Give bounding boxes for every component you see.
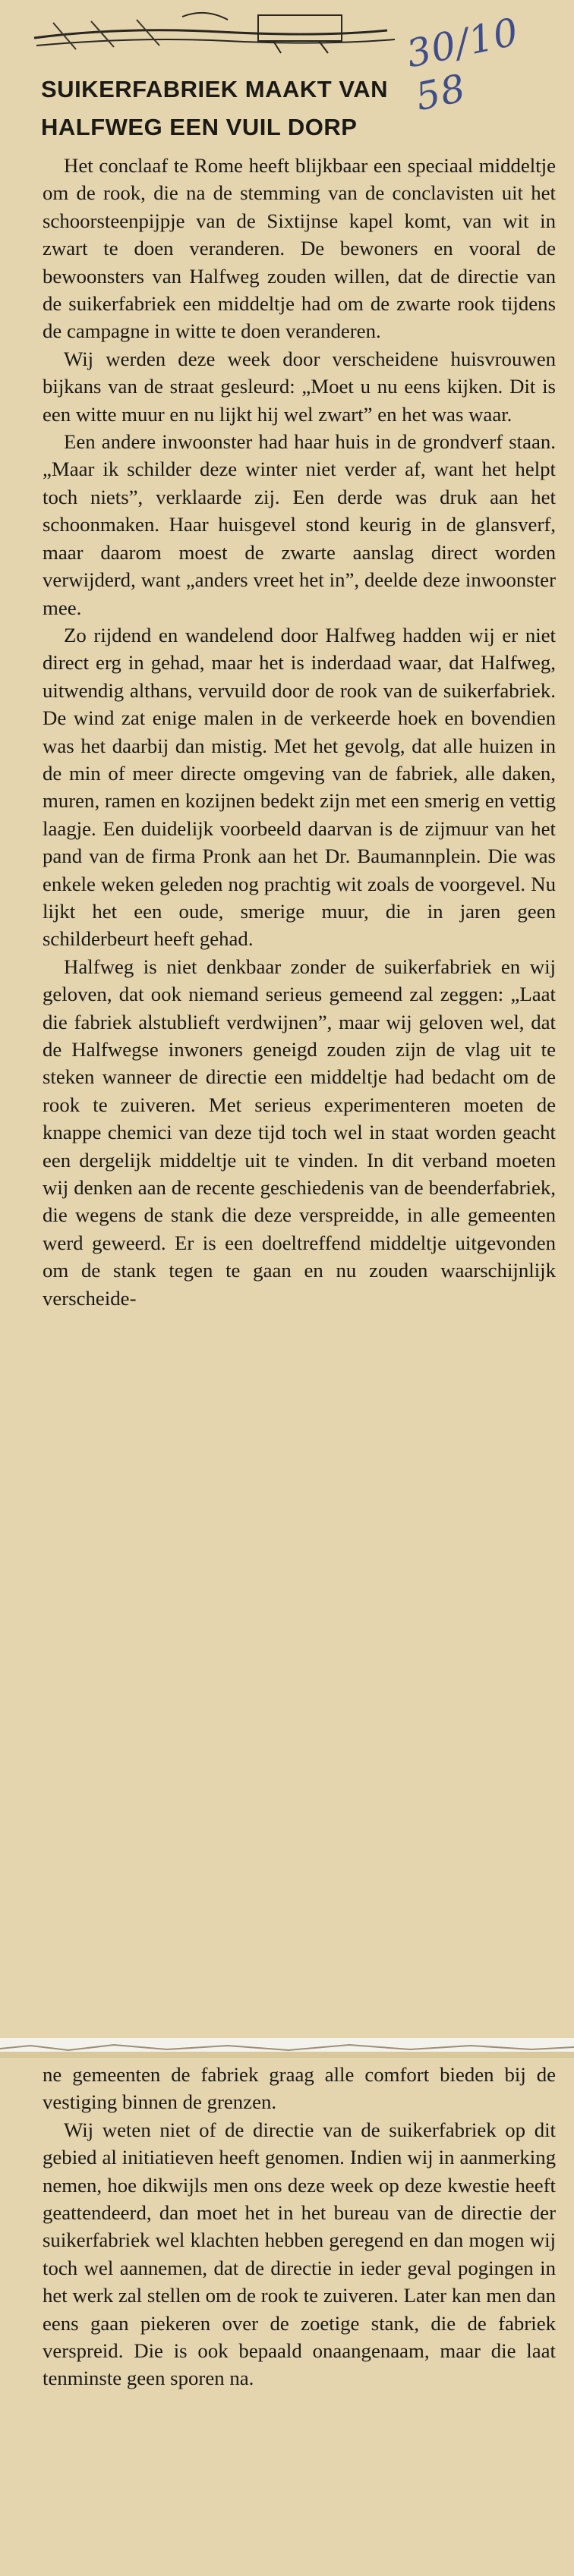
paragraph-1: Het conclaaf te Rome heeft blijkbaar een speciaal middeltje om de rook, die na de stemming van de conclavisten uit het schoorsteenpijpje van de Sixtijnse kapel komt, van wit in zwart te doen veranderen. De bewoners en vooral de bewoonsters van Halfweg zouden willen, dat de directie van de suikerfabriek een middeltje had om de zwarte rook tijdens de campagne in witte te doen veranderen.: [43, 154, 556, 343]
paragraph-3: Een andere inwoonster had haar huis in de grondverf staan. „Maar ik schilder deze winter niet verder af, want het helpt toch niets”, verklaarde zij. Een derde was druk aan het schoonmaken. Haar huisgevel stond keurig in de glansverf, maar daarom moest de zwarte aanslag direct worden verwijderd, want „anders vreet het in”, deelde deze inwoonster mee.: [43, 430, 556, 619]
fold-shadow: [0, 2052, 574, 2058]
handwritten-date: 30/10 58: [402, 9, 523, 120]
paragraph-6: ne gemeenten de fabriek graag alle comfort bieden bij de vestiging binnen de grenzen.: [43, 2063, 556, 2114]
headline-line-1: SUIKERFABRIEK MAAKT VAN: [41, 76, 388, 102]
article-body-part-2: [43, 2061, 556, 2392]
paragraph-7: Wij weten niet of de directie van de suikerfabriek op dit gebied al initiatieven heeft genomen. Indien wij in aanmerking nemen, hoe dikwijls men ons deze week op deze kwestie heeft geattendeerd, dan moet het in het bureau van de directie der suikerfabriek wel klachten hebben geregend en dan mogen wij toch wel aannemen, dat de directie in ieder geval pogingen in het werk zal stellen om de rook te zuiveren. Later kan men dan eens gaan piekeren over de zoetige stank, die de fabriek verspreid. Die is ook bepaald onaangenaam, maar die laat tenminste geen sporen na.: [43, 2118, 556, 2390]
headline-line-2: HALFWEG EEN VUIL DORP: [41, 114, 358, 140]
paragraph-5: Halfweg is niet denkbaar zonder de suikerfabriek en wij geloven, dat ook niemand serieus gemeend zal zeggen: „Laat die fabriek alstublieft verdwijnen”, maar wij geloven wel, dat de Halfwegse inwoners geneigd zouden zijn de vlag uit te steken wanneer de directie een middeltje had bedacht om de rook te zuiveren. Met serieus experimenteren moeten de knappe chemici van deze tijd toch wel in staat worden geacht een dergelijk middeltje uit te vinden. In dit verband moeten wij denken aan de recente geschiedenis van de beenderfabriek, die wegens de stank die deze verspreidde, in alle gemeenten werd geweerd. Er is een doeltreffend middeltje uitgevonden om de stank tegen te gaan en nu zouden waarschijnlijk verscheide-: [43, 955, 556, 1310]
paragraph-2: Wij werden deze week door verscheidene huisvrouwen bijkans van de straat gesleurd: „Moet u nu eens kijken. Dit is een witte muur en nu lijkt hij wel zwart” en het was waar.: [43, 347, 556, 426]
article-body-part-1: [43, 152, 556, 1312]
paragraph-4: Zo rijdend en wandelend door Halfweg hadden wij er niet direct erg in gehad, maar het is inderdaad waar, dat Halfweg, uitwendig althans, vervuild door de rook van de suikerfabriek. De wind zat enige malen in de verkeerde hoek en bovendien was het daarbij dan mistig. Met het gevolg, dat alle huizen in de min of meer directe omgeving van de fabriek, alle daken, muren, ramen en kozijnen bedekt zijn met een smerig en vettig laagje. Een duidelijk voorbeeld daarvan is de zijmuur van het pand van de firma Pronk aan het Dr. Baumannplein. Die was enkele weken geleden nog prachtig wit zoals de voorgevel. Nu lijkt het een oude, smerige muur, die in jaren geen schilderbeurt heeft gehad.: [43, 623, 556, 951]
